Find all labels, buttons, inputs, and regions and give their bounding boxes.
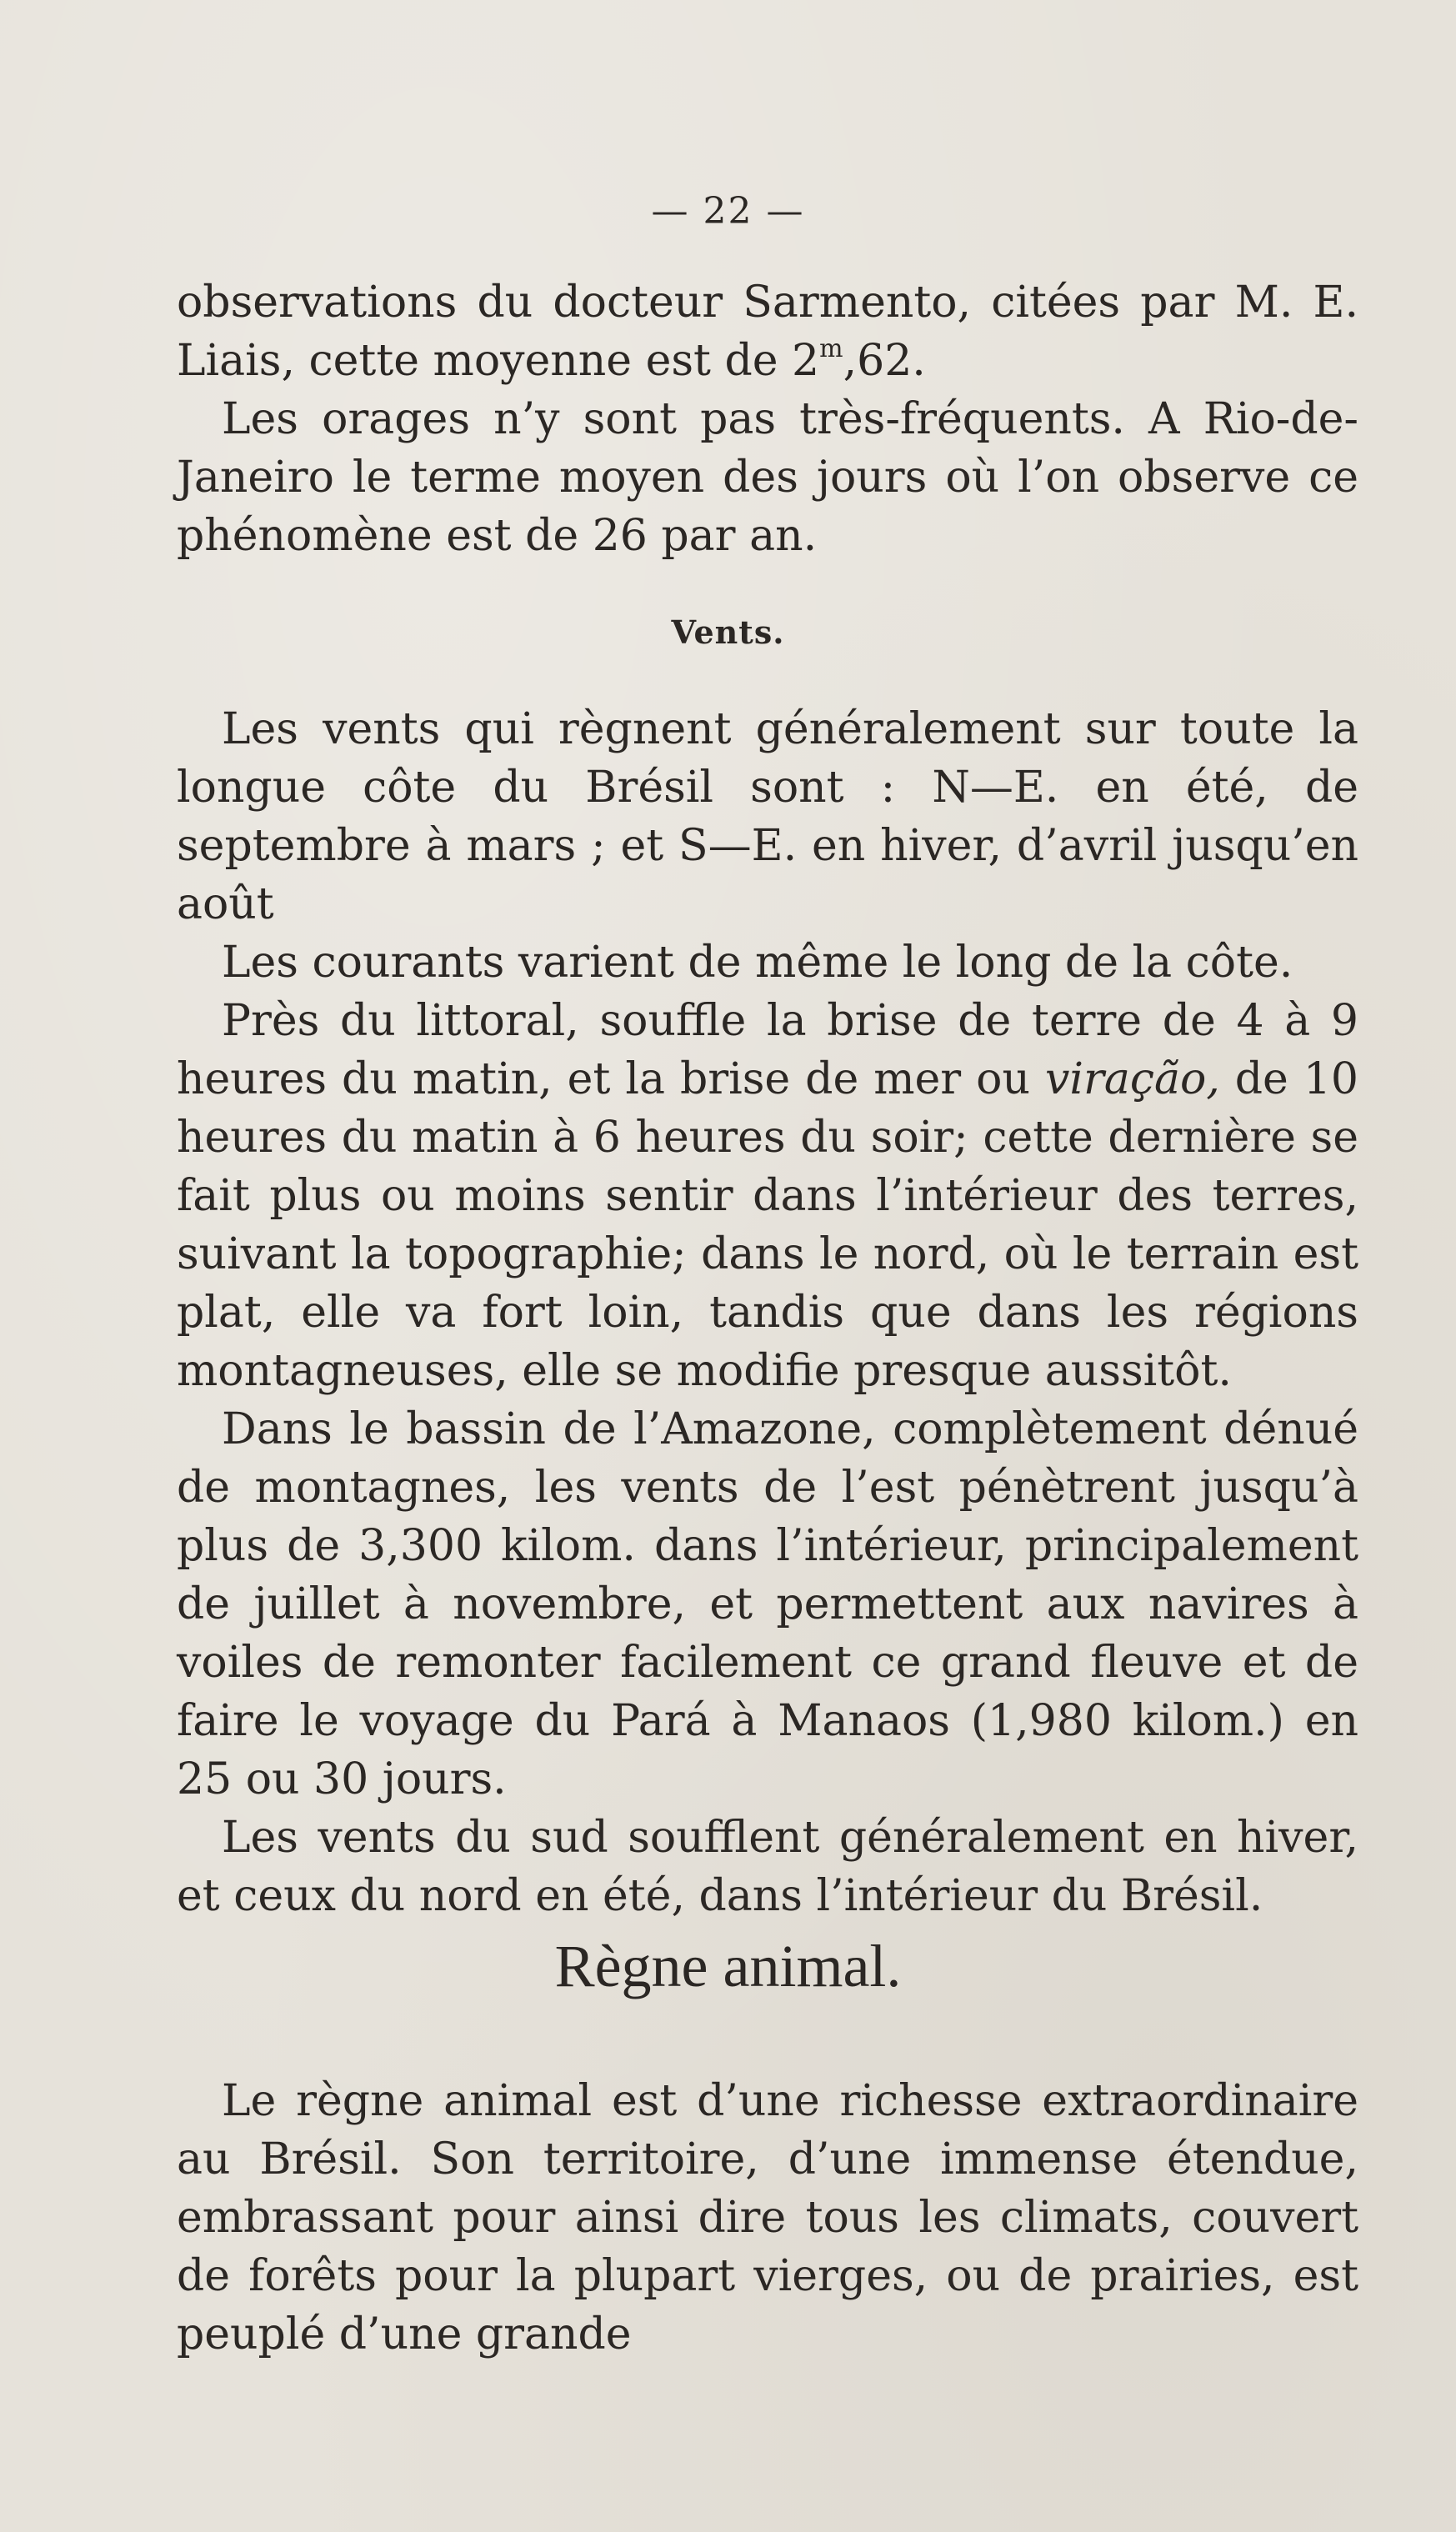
paragraph-vents-4: Dans le bassin de l’Amazone, complètement dénué de montagnes, les vents de l’est pénètrent jusqu’à plus de 3,300 kilom. dans l’intérieur, principalement de juillet à novembre, et permettent aux navires à voiles de remonter facilement ce grand fleuve et de faire le voyage du Pará à Manaos (1,980 kilom.) en 25 ou 30 jours. [177, 1404, 1358, 1804]
page-number: — 22 — [651, 190, 805, 233]
vents-text-block [177, 700, 1358, 1925]
section-heading-vents: Vents. [671, 613, 785, 651]
paragraph-continuation: observations du docteur Sarmento, citées par M. E. Liais, cette moyenne est de 2$^m$,62. [177, 278, 1358, 386]
paragraph-vents-1: Les vents qui règnent généralement sur toute la longue côte du Brésil sont : N—E. en été, de septembre à mars ; et S—E. en hiver, d’avril jusqu’en août [177, 704, 1358, 929]
paragraph-vents-3: Près du littoral, souffle la brise de terre de 4 à 9 heures du matin, et la brise de mer ou viração, de 10 heures du matin à 6 heures du soir; cette dernière se fait plus ou moins sentir dans l’intérieur des terres, suivant la topographie; dans le nord, où le terrain est plat, elle va fort loin, tandis que dans les régions montagneuses, elle se modifie presque aussitôt. [177, 996, 1358, 1396]
paragraph-vents-2: Les courants varient de même le long de la côte. [222, 938, 1293, 988]
superscript-unit: m [819, 334, 843, 363]
italic-term: viração, [1044, 1054, 1220, 1104]
paragraph-regne-1: Le règne animal est d’une richesse extraordinaire au Brésil. Son territoire, d’une immense étendue, embrassant pour ainsi dire tous les climats, couvert de forêts pour la plupart vierges, ou de prairies, est peuplé d’une grande [177, 2076, 1358, 2359]
top-text-block [177, 273, 1358, 565]
paragraph-vents-5: Les vents du sud soufflent généralement en hiver, et ceux du nord en été, dans l’intérieur du Brésil. [177, 1813, 1358, 1921]
paragraph-orages: Les orages n’y sont pas très-fréquents. A Rio-de-Janeiro le terme moyen des jours où l’on observe ce phénomène est de 26 par an. [177, 394, 1358, 561]
regne-text-block [177, 2072, 1358, 2364]
section-heading-regne-animal: Règne animal. [554, 1933, 902, 1999]
